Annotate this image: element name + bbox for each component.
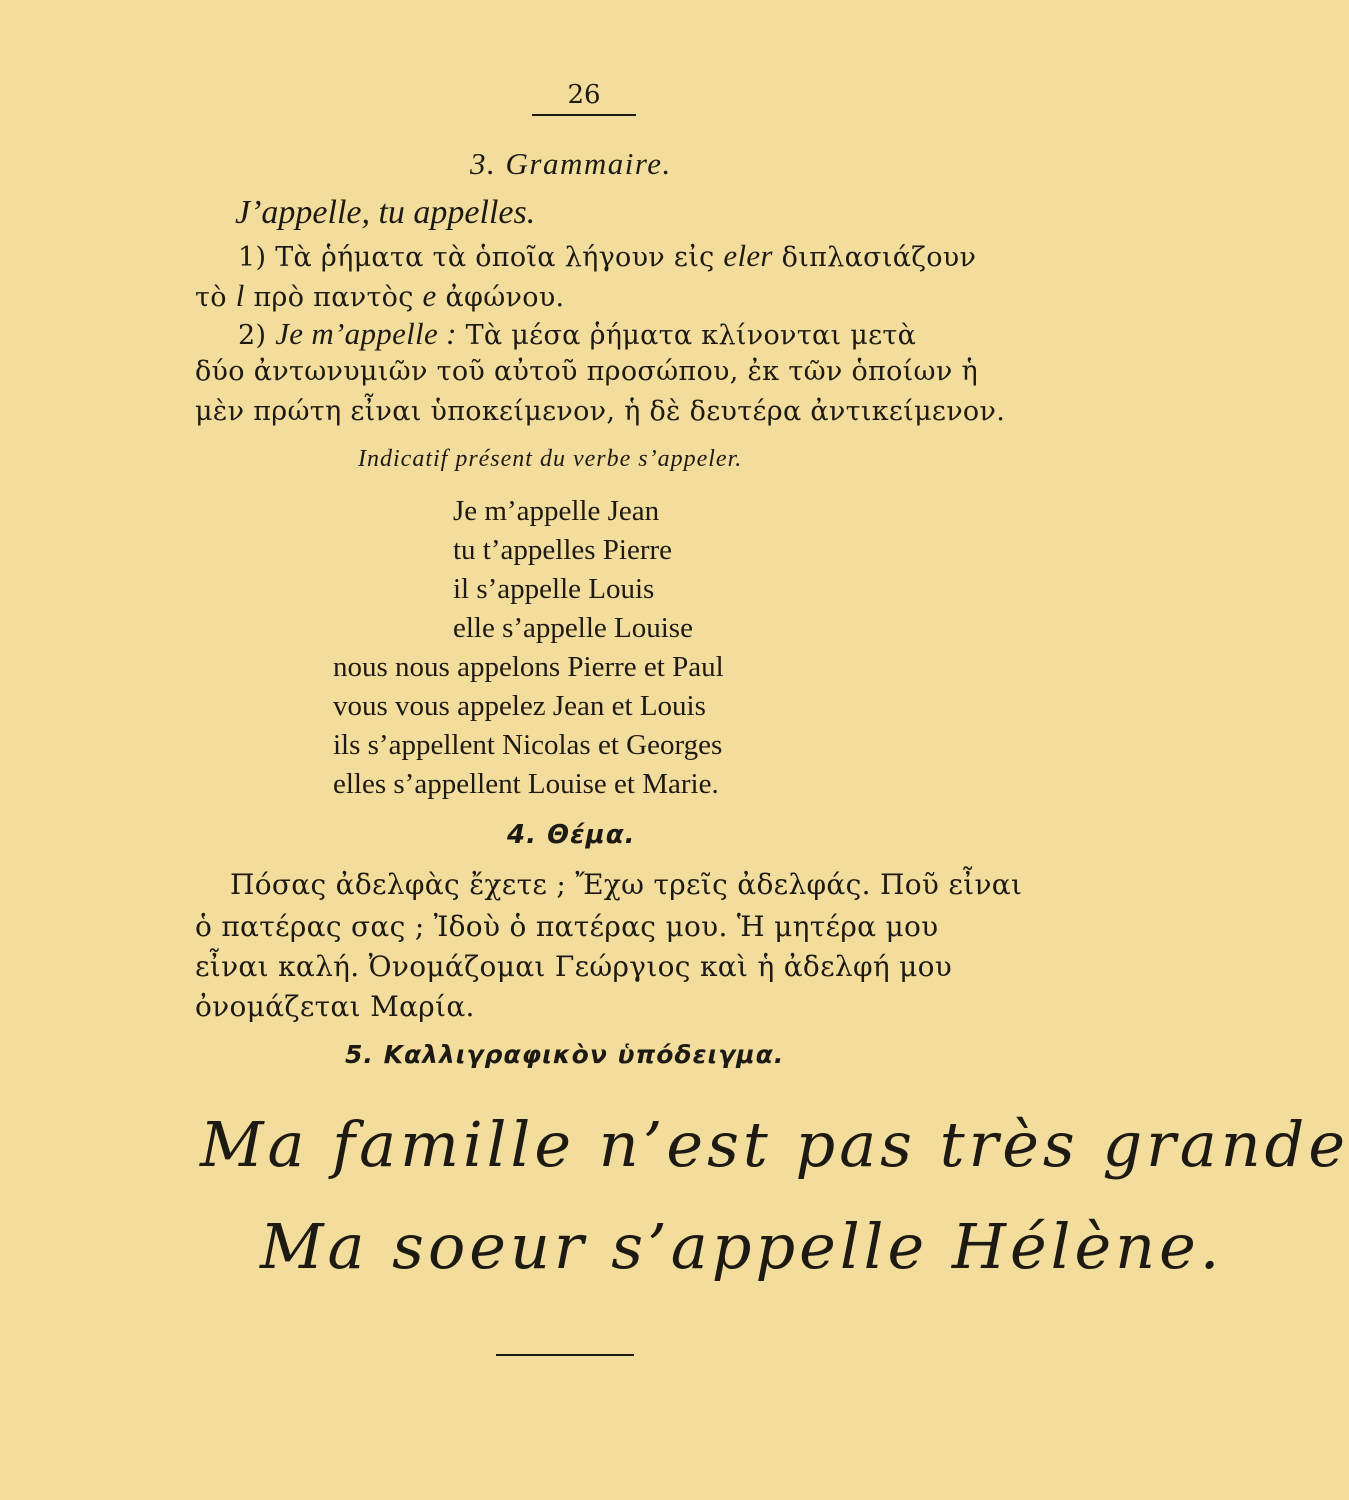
rule-1-tail: διπλασιάζουν	[772, 242, 977, 273]
rule-1-line-2	[195, 278, 564, 314]
closing-rule	[496, 1354, 634, 1356]
section-3-subheading: J’appelle, tu appelles.	[235, 194, 536, 231]
calligraphy-line-2: Ma soeur s’appelle Hélène.	[260, 1210, 1224, 1283]
page-number-rule	[532, 114, 636, 116]
rule-1-letter-e: e	[422, 278, 437, 313]
conjugation-line: il s’appelle Louis	[453, 573, 655, 605]
section-4-heading: 4. Θέμα.	[507, 820, 636, 850]
rule-2-line-2: δύο ἀντωνυμιῶν τοῦ αὐτοῦ προσώπου, ἐκ τῶν ὁποίων ἡ	[195, 356, 978, 387]
section-5-heading: 5. Καλλιγραφικὸν ὑπόδειγμα.	[345, 1040, 785, 1069]
rule-1-letter-l: l	[235, 278, 245, 313]
theme-line-2: ὁ πατέρας σας ; Ἰδοὺ ὁ πατέρας μου. Ἡ μητέρα μου	[195, 910, 939, 943]
conjugation-line: ils s’appellent Nicolas et Georges	[333, 729, 723, 761]
rule-2-lead: 2)	[238, 320, 276, 351]
conjugation-line: vous vous appelez Jean et Louis	[333, 690, 706, 722]
theme-line-1: Πόσας ἀδελφὰς ἔχετε ; Ἔχω τρεῖς ἀδελφάς. Ποῦ εἶναι	[230, 868, 1023, 901]
rule-1-term: eler	[723, 238, 773, 273]
conjugation-line: elle s’appelle Louise	[453, 612, 693, 644]
rule-1-line-1	[238, 238, 976, 274]
conjugation-line: tu t’appelles Pierre	[453, 534, 673, 566]
theme-line-3: εἶναι καλή. Ὀνομάζομαι Γεώργιος καὶ ἡ ἀδελφή μου	[195, 950, 953, 983]
rule-1-line-2-tail: ἀφώνου.	[436, 282, 565, 313]
indicatif-title: Indicatif présent du verbe s’appeler.	[358, 446, 743, 472]
page-number: 26	[567, 80, 601, 110]
conjugation-line: elles s’appellent Louise et Marie.	[333, 768, 719, 800]
calligraphy-line-1: Ma famille n’est pas très grande	[200, 1108, 1349, 1181]
rule-2-tail: Τὰ μέσα ῥήματα κλίνονται μετὰ	[456, 320, 917, 351]
conjugation-line: Je m’appelle Jean	[453, 495, 660, 527]
rule-1-line-2-lead: τὸ	[195, 282, 236, 313]
conjugation-block	[333, 492, 724, 804]
rule-1-line-2-mid: πρὸ παντὸς	[244, 282, 423, 313]
conjugation-line: nous nous appelons Pierre et Paul	[333, 651, 724, 683]
theme-line-4: ὀνομάζεται Μαρία.	[195, 990, 475, 1023]
rule-1-lead: 1) Τὰ ῥήματα τὰ ὁποῖα λήγουν εἰς	[238, 242, 724, 273]
rule-2-term: Je m’appelle :	[275, 316, 457, 351]
rule-2-line-3: μὲν πρώτη εἶναι ὑποκείμενον, ἡ δὲ δευτέρα ἀντικείμενον.	[195, 396, 1006, 427]
rule-2-line-1	[238, 316, 916, 352]
section-3-heading: 3. Grammaire.	[470, 146, 672, 181]
